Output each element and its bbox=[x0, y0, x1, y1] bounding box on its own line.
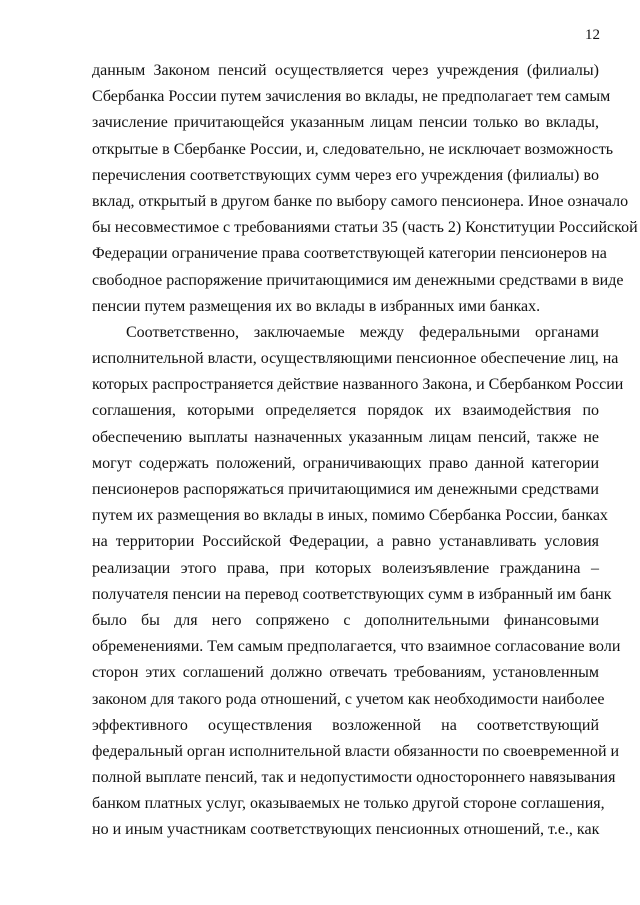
text-line: на территории Российской Федерации, а равно устанавливать условия bbox=[92, 533, 599, 551]
text-line: могут содержать положений, ограничивающих право данной категории bbox=[92, 454, 599, 472]
document-body bbox=[92, 58, 638, 844]
text-line: реализации этого права, при которых волеизъявление гражданина – bbox=[92, 559, 599, 577]
text-line: полной выплате пенсий, так и недопустимости одностороннего навязывания bbox=[92, 769, 616, 787]
text-line: было бы для него сопряжено с дополнительными финансовыми bbox=[92, 611, 599, 629]
text-line: законом для такого рода отношений, с учетом как необходимости наиболее bbox=[92, 690, 605, 708]
paragraph-1 bbox=[92, 58, 638, 320]
text-line: сторон этих соглашений должно отвечать требованиям, установленным bbox=[92, 664, 599, 682]
text-line: пенсии путем размещения их во вклады в избранных ими банках. bbox=[92, 297, 541, 315]
text-line: Федерации ограничение права соответствующей категории пенсионеров на bbox=[92, 245, 607, 263]
text-line: данным Законом пенсий осуществляется через учреждения (филиалы) bbox=[92, 62, 599, 79]
text-line: федеральный орган исполнительной власти обязанности по своевременной и bbox=[92, 742, 620, 760]
paragraph-2 bbox=[92, 320, 624, 844]
text-line: зачисление причитающейся указанным лицам пенсии только во вклады, bbox=[92, 114, 599, 132]
text-line: путем их размещения во вклады в иных, помимо Сбербанка России, банках bbox=[92, 507, 608, 525]
text-line: исполнительной власти, осуществляющими пенсионное обеспечение лиц, на bbox=[92, 350, 619, 368]
text-line: получателя пенсии на перевод соответствующих сумм в избранный им банк bbox=[92, 585, 612, 603]
text-line: эффективного осуществления возложенной на соответствующий bbox=[92, 716, 599, 734]
text-line: банком платных услуг, оказываемых не только другой стороне соглашения, bbox=[92, 795, 605, 813]
text-line: свободное распоряжение причитающимися им денежными средствами в виде bbox=[92, 271, 624, 289]
text-line: вклад, открытый в другом банке по выбору самого пенсионера. Иное означало bbox=[92, 192, 629, 210]
page-number: 12 bbox=[585, 27, 600, 43]
text-line: бы несовместимое с требованиями статьи 35 (часть 2) Конституции Российской bbox=[92, 219, 638, 237]
text-line: перечисления соответствующих сумм через его учреждения (филиалы) во bbox=[92, 166, 599, 184]
text-line: пенсионеров распоряжаться причитающимися им денежными средствами bbox=[92, 481, 599, 498]
text-line: Сбербанка России путем зачисления во вклады, не предполагает тем самым bbox=[92, 88, 611, 106]
text-line: соглашения, которыми определяется порядок их взаимодействия по bbox=[92, 402, 599, 420]
text-line: которых распространяется действие названного Закона, и Сбербанком России bbox=[92, 376, 624, 394]
text-line: обременениями. Тем самым предполагается, что взаимное согласование воли bbox=[92, 638, 621, 656]
text-line: открытые в Сбербанке России, и, следовательно, не исключает возможность bbox=[92, 140, 614, 158]
text-line: обеспечению выплаты назначенных указанным лицам пенсий, также не bbox=[92, 428, 599, 446]
text-line: но и иным участникам соответствующих пенсионных отношений, т.е., как bbox=[92, 821, 600, 839]
text-line: Соответственно, заключаемые между федеральными органами bbox=[126, 323, 599, 341]
